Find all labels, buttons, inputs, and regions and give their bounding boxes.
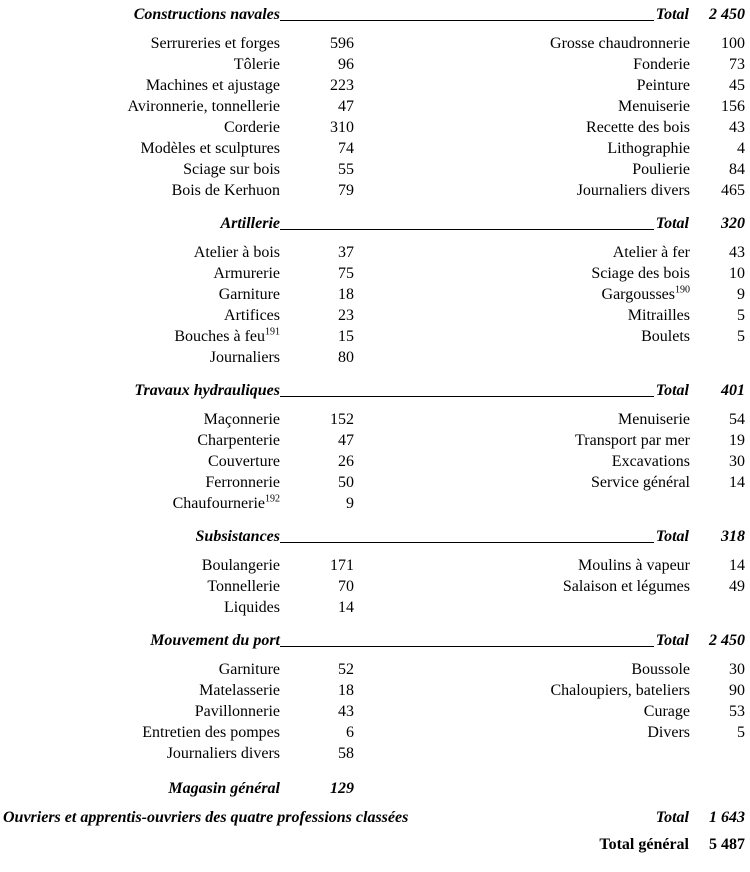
- item-label: Journaliers divers: [166, 745, 280, 762]
- item-value: 84: [729, 161, 745, 178]
- item-value: 55: [338, 161, 354, 178]
- item-value: 10: [729, 265, 745, 282]
- item-value: 5: [737, 724, 745, 741]
- table-row: [374, 33, 745, 54]
- right-column: [374, 659, 745, 764]
- total-label: Total: [655, 382, 689, 399]
- magasin-label: Magasin général: [168, 780, 280, 797]
- item-label: Transport par mer: [575, 432, 690, 449]
- table-row: [3, 326, 354, 347]
- table-row: [3, 138, 354, 159]
- table-row: [3, 54, 354, 75]
- item-label: Armurerie: [213, 265, 280, 282]
- item-value: 90: [729, 682, 745, 699]
- item-value: 53: [729, 703, 745, 720]
- section-body: [3, 659, 745, 764]
- table-row: [374, 159, 745, 180]
- item-value: 223: [330, 77, 354, 94]
- item-value: 9: [346, 495, 354, 512]
- item-label: Pavillonnerie: [194, 703, 280, 720]
- item-label: Excavations: [611, 453, 690, 470]
- table-row: [3, 347, 354, 368]
- item-label: Maçonnerie: [203, 411, 280, 428]
- table-row: [374, 284, 745, 305]
- item-label: Lithographie: [607, 140, 690, 157]
- item-value: 23: [338, 307, 354, 324]
- left-column: [3, 409, 354, 514]
- section-title: Travaux hydrauliques: [134, 382, 280, 399]
- footnote-ref: 191: [265, 326, 280, 338]
- item-value: 9: [737, 286, 745, 303]
- item-label: Salaison et légumes: [562, 578, 690, 595]
- table-row: [374, 138, 745, 159]
- item-label: Poulierie: [632, 161, 690, 178]
- left-column: [3, 659, 354, 764]
- item-label: Journaliers: [209, 349, 280, 366]
- table-row: [3, 430, 354, 451]
- table-row: [3, 242, 354, 263]
- table-row: [374, 451, 745, 472]
- table-row: [374, 409, 745, 430]
- item-value: 26: [338, 453, 354, 470]
- item-label: Menuiserie: [618, 98, 690, 115]
- section-subsistances: [3, 528, 745, 618]
- summary-label: Ouvriers et apprentis-ouvriers des quatre professions classées: [3, 809, 409, 826]
- item-value: 152: [330, 411, 354, 428]
- table-row: [374, 472, 745, 493]
- item-label: Grosse chaudronnerie: [550, 35, 690, 52]
- section-header: [3, 528, 745, 546]
- total-label: Total: [655, 6, 689, 23]
- item-label: Mitrailles: [627, 307, 690, 324]
- item-label: Garniture: [218, 661, 280, 678]
- table-row: [3, 180, 354, 201]
- item-value: 79: [338, 182, 354, 199]
- total-value: 2 450: [709, 6, 745, 23]
- item-label: Atelier à fer: [612, 244, 690, 261]
- section-header: [3, 382, 745, 400]
- item-label: Boulets: [641, 328, 690, 345]
- item-value: 15: [338, 328, 354, 345]
- item-value: 465: [721, 182, 745, 199]
- left-column: [3, 242, 354, 368]
- item-label: Bouches à feu$^{191}$: [174, 326, 280, 345]
- table-row: [374, 75, 745, 96]
- item-label: Chaloupiers, bateliers: [550, 682, 690, 699]
- leader-rule: [280, 646, 654, 647]
- total-label: Total: [655, 632, 689, 649]
- item-label: Ferronnerie: [205, 474, 280, 491]
- table-row: [3, 576, 354, 597]
- item-value: 14: [338, 599, 354, 616]
- item-label: Chaufournerie$^{192}$: [172, 493, 280, 512]
- item-label: Couverture: [208, 453, 280, 470]
- item-value: 52: [338, 661, 354, 678]
- table-row: [3, 75, 354, 96]
- table-row: [374, 305, 745, 326]
- item-label: Divers: [647, 724, 690, 741]
- item-value: 5: [737, 307, 745, 324]
- item-label: Matelasserie: [199, 682, 280, 699]
- item-label: Gargousses$^{190}$: [601, 284, 690, 303]
- section-header: [3, 632, 745, 650]
- item-label: Corderie: [224, 119, 280, 136]
- table-row: [3, 493, 354, 514]
- footnote-ref: 190: [675, 284, 690, 296]
- table-row: [374, 263, 745, 284]
- item-value: 74: [338, 140, 354, 157]
- table-row: [3, 159, 354, 180]
- section-title: Mouvement du port: [150, 632, 280, 649]
- item-value: 43: [729, 119, 745, 136]
- total-value: 318: [721, 528, 745, 545]
- item-label: Atelier à bois: [193, 244, 280, 261]
- item-value: 310: [330, 119, 354, 136]
- table-row: [3, 597, 354, 618]
- table-row: [3, 305, 354, 326]
- total-value: 320: [721, 215, 745, 232]
- table-row: [374, 117, 745, 138]
- item-label: Modèles et sculptures: [140, 140, 280, 157]
- table-row: [3, 117, 354, 138]
- table-row: [3, 284, 354, 305]
- item-value: 47: [338, 432, 354, 449]
- item-value: 96: [338, 56, 354, 73]
- item-value: 75: [338, 265, 354, 282]
- summary-total-value: 1 643: [709, 809, 745, 826]
- item-value: 19: [729, 432, 745, 449]
- table-row: [374, 242, 745, 263]
- left-column: [3, 33, 354, 201]
- item-value: 80: [338, 349, 354, 366]
- item-value: 50: [338, 474, 354, 491]
- item-value: 58: [338, 745, 354, 762]
- section-body: [3, 409, 745, 514]
- section-header: [3, 6, 745, 24]
- item-value: 43: [729, 244, 745, 261]
- item-label: Peinture: [636, 77, 690, 94]
- section-title: Constructions navales: [133, 6, 280, 23]
- item-label: Sciage des bois: [591, 265, 690, 282]
- item-value: 70: [338, 578, 354, 595]
- item-value: 4: [737, 140, 745, 157]
- table-row: [3, 33, 354, 54]
- leader-rule: [280, 229, 654, 230]
- item-label: Charpenterie: [197, 432, 280, 449]
- item-value: 156: [721, 98, 745, 115]
- section-constructions-navales: [3, 6, 745, 201]
- right-column: [374, 409, 745, 514]
- item-label: Avironnerie, tonnellerie: [127, 98, 280, 115]
- item-value: 5: [737, 328, 745, 345]
- grand-total-label: Total général: [599, 836, 689, 853]
- item-label: Serrureries et forges: [150, 35, 280, 52]
- table-row: [3, 743, 354, 764]
- total-label: Total: [655, 215, 689, 232]
- magasin-value: 129: [330, 780, 354, 797]
- item-label: Curage: [643, 703, 690, 720]
- section-body: [3, 33, 745, 201]
- total-value: 401: [721, 382, 745, 399]
- item-label: Garniture: [218, 286, 280, 303]
- item-value: 596: [330, 35, 354, 52]
- item-value: 54: [729, 411, 745, 428]
- item-value: 49: [729, 578, 745, 595]
- table-row: [374, 701, 745, 722]
- item-value: 45: [729, 77, 745, 94]
- item-label: Moulins à vapeur: [578, 557, 690, 574]
- table-row: [374, 326, 745, 347]
- right-column: [374, 555, 745, 618]
- table-row: [3, 680, 354, 701]
- table-row: [3, 472, 354, 493]
- table-row: [374, 54, 745, 75]
- item-label: Menuiserie: [618, 411, 690, 428]
- item-label: Tôlerie: [233, 56, 280, 73]
- item-value: 47: [338, 98, 354, 115]
- item-label: Machines et ajustage: [145, 77, 280, 94]
- table-row: [3, 555, 354, 576]
- item-value: 30: [729, 453, 745, 470]
- item-label: Service général: [590, 474, 690, 491]
- item-label: Sciage sur bois: [183, 161, 280, 178]
- item-value: 14: [729, 474, 745, 491]
- item-value: 73: [729, 56, 745, 73]
- section-title: Subsistances: [195, 528, 280, 545]
- section-body: [3, 555, 745, 618]
- summary-total-label: Total: [655, 809, 689, 826]
- section-travaux-hydrauliques: [3, 382, 745, 514]
- item-value: 37: [338, 244, 354, 261]
- grand-total-row: [3, 834, 745, 855]
- table-row: [374, 430, 745, 451]
- table-row: [3, 409, 354, 430]
- table-row: [3, 701, 354, 722]
- table-row: [374, 576, 745, 597]
- table-row: [3, 659, 354, 680]
- table-row: [374, 180, 745, 201]
- table-row: [374, 96, 745, 117]
- section-title: Artillerie: [220, 215, 280, 232]
- item-value: 6: [346, 724, 354, 741]
- item-label: Artifices: [224, 307, 280, 324]
- item-value: 30: [729, 661, 745, 678]
- table-row: [374, 722, 745, 743]
- item-label: Journaliers divers: [576, 182, 690, 199]
- item-label: Fonderie: [633, 56, 690, 73]
- item-label: Liquides: [224, 599, 280, 616]
- table-row: [3, 722, 354, 743]
- item-value: 18: [338, 682, 354, 699]
- item-label: Bois de Kerhuon: [171, 182, 280, 199]
- magasin-general-row: [3, 778, 745, 799]
- table-row: [374, 680, 745, 701]
- summary-row: [3, 807, 745, 828]
- item-label: Boulangerie: [201, 557, 280, 574]
- section-mouvement-du-port: [3, 632, 745, 764]
- item-value: 18: [338, 286, 354, 303]
- right-column: [374, 33, 745, 201]
- grand-total-value: 5 487: [709, 836, 745, 853]
- item-label: Entretien des pompes: [142, 724, 280, 741]
- table-row: [3, 96, 354, 117]
- footnote-ref: 192: [265, 493, 280, 505]
- table-row: [374, 555, 745, 576]
- item-value: 43: [338, 703, 354, 720]
- section-header: [3, 215, 745, 233]
- leader-rule: [280, 396, 654, 397]
- table-row: [3, 263, 354, 284]
- leader-rule: [280, 542, 654, 543]
- item-label: Recette des bois: [586, 119, 690, 136]
- item-value: 100: [721, 35, 745, 52]
- left-column: [3, 555, 354, 618]
- total-value: 2 450: [709, 632, 745, 649]
- right-column: [374, 242, 745, 368]
- table-row: [374, 659, 745, 680]
- section-artillerie: [3, 215, 745, 368]
- item-label: Boussole: [631, 661, 690, 678]
- item-value: 14: [729, 557, 745, 574]
- table-row: [3, 451, 354, 472]
- total-label: Total: [655, 528, 689, 545]
- item-value: 171: [330, 557, 354, 574]
- item-label: Tonnellerie: [207, 578, 280, 595]
- section-body: [3, 242, 745, 368]
- leader-rule: [280, 20, 654, 21]
